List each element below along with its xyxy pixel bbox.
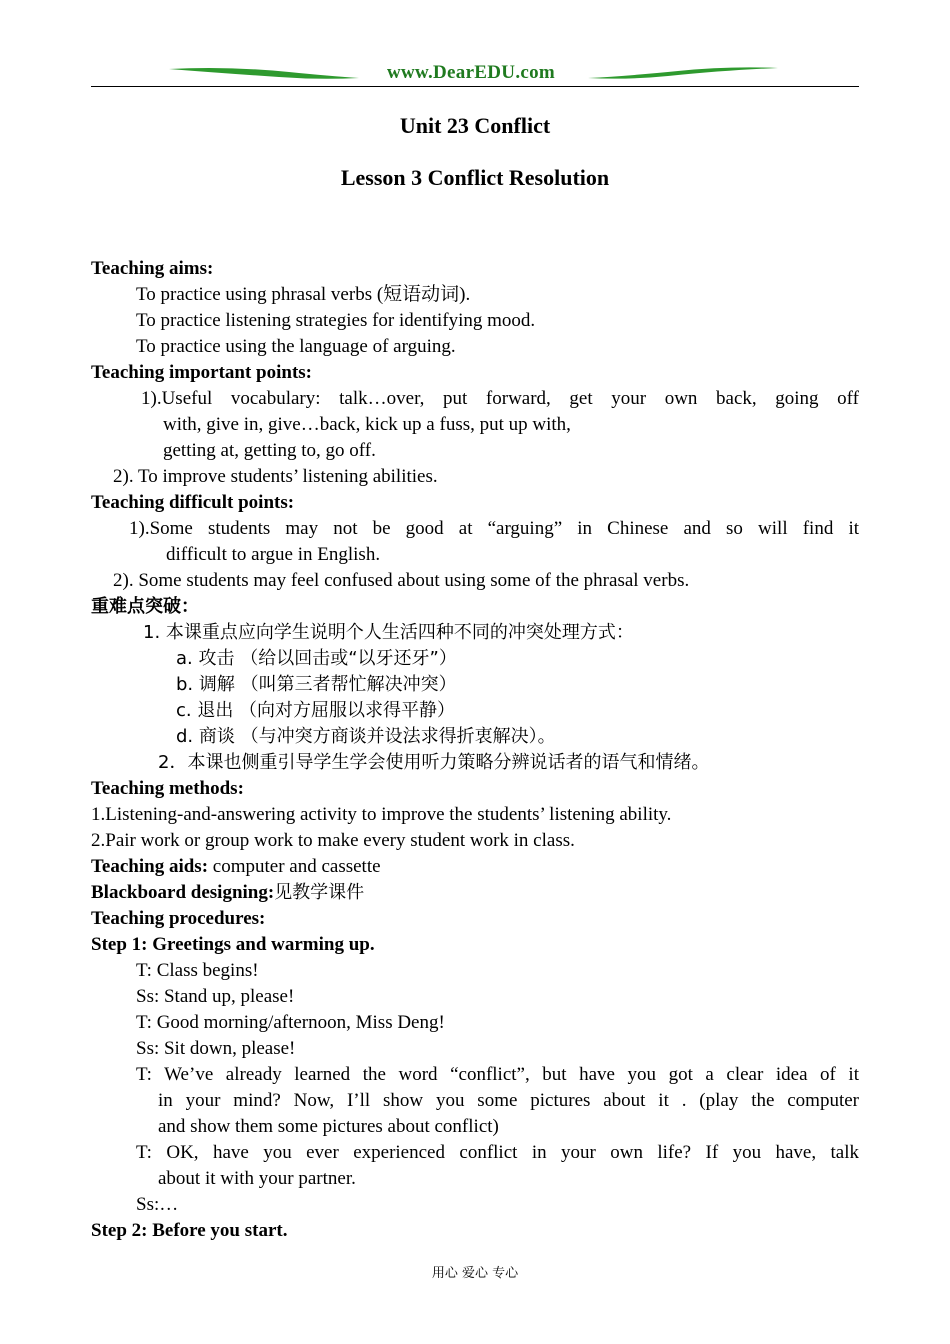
- header-divider: [91, 86, 859, 87]
- page-footer: 用心 爱心 专心: [431, 1266, 519, 1281]
- aim-item: To practice listening strategies for identifying mood.: [136, 310, 536, 331]
- lesson-title: Lesson 3 Conflict Resolution: [340, 165, 610, 190]
- aim-item: To practice using the language of arguing.: [136, 336, 456, 357]
- breakthrough-item-a: a. 攻击 （给以回击或“以牙还牙”）: [176, 648, 457, 669]
- breakthrough-item-c: c. 退出 （向对方屈服以求得平静）: [176, 700, 456, 721]
- unit-title: Unit 23 Conflict: [399, 113, 551, 138]
- dialogue-line: Ss:…: [136, 1194, 179, 1215]
- important-point-2: 2). To improve students’ listening abilities.: [113, 466, 438, 487]
- difficult-point-2: 2). Some students may feel confused about using some of the phrasal verbs.: [113, 570, 690, 591]
- site-logo-text[interactable]: www.DearEDU.com: [386, 62, 556, 83]
- methods-heading: Teaching methods:: [91, 778, 244, 799]
- step1-heading: Step 1: Greetings and warming up.: [91, 934, 375, 955]
- important-point-1-cont: getting at, getting to, go off.: [163, 440, 376, 461]
- breakthrough-point-2: 2．本课也侧重引导学生学会使用听力策略分辨说话者的语气和情绪。: [158, 752, 710, 773]
- blackboard-label: Blackboard designing:: [91, 882, 275, 903]
- aids-value: computer and cassette: [208, 856, 381, 877]
- difficult-points-heading: Teaching difficult points:: [91, 492, 295, 513]
- step2-heading: Step 2: Before you start.: [91, 1220, 288, 1241]
- breakthrough-point-1: 1. 本课重点应向学生说明个人生活四种不同的冲突处理方式：: [143, 622, 634, 643]
- dialogue-line: Ss: Stand up, please!: [136, 986, 295, 1007]
- procedures-heading: Teaching procedures:: [91, 908, 266, 929]
- important-point-1: 1).Useful vocabulary: talk…over, put forward, get your own back, going off: [141, 388, 859, 409]
- method-item: 1.Listening-and-answering activity to improve the students’ listening ability.: [91, 804, 672, 825]
- teaching-aids: [91, 854, 859, 880]
- important-points-heading: Teaching important points:: [91, 362, 312, 383]
- green-swoosh-left-icon: [169, 66, 359, 82]
- aids-label: Teaching aids:: [91, 856, 209, 877]
- dialogue-line: T: OK, have you ever experienced conflict in your own life? If you have, talk: [136, 1142, 859, 1163]
- dialogue-line-cont: in your mind? Now, I’ll show you some pictures about it . (play the computer: [158, 1090, 859, 1111]
- dialogue-line: Ss: Sit down, please!: [136, 1038, 296, 1059]
- breakthrough-item-b: b. 调解 （叫第三者帮忙解决冲突）: [176, 674, 457, 695]
- aims-heading: Teaching aims:: [91, 258, 214, 279]
- page-header: [91, 62, 859, 90]
- dialogue-line: T: Class begins!: [136, 960, 259, 981]
- green-swoosh-right-icon: [588, 66, 778, 82]
- blackboard-value: 见教学课件: [274, 882, 365, 903]
- dialogue-line-cont: and show them some pictures about conflict): [158, 1116, 499, 1137]
- dialogue-line: T: Good morning/afternoon, Miss Deng!: [136, 1012, 445, 1033]
- method-item: 2.Pair work or group work to make every student work in class.: [91, 830, 575, 851]
- difficult-point-1-cont: difficult to argue in English.: [166, 544, 381, 565]
- dialogue-line: T: We’ve already learned the word “conflict”, but have you got a clear idea of it: [136, 1064, 859, 1085]
- breakthrough-heading: 重难点突破：: [91, 596, 199, 617]
- breakthrough-item-d: d. 商谈 （与冲突方商谈并设法求得折衷解决）。: [176, 726, 556, 747]
- lesson-plan-body: [91, 256, 859, 1244]
- aim-item: To practice using phrasal verbs (短语动词).: [136, 284, 471, 305]
- important-point-1-cont: with, give in, give…back, kick up a fuss, put up with,: [163, 414, 571, 435]
- dialogue-line-cont: about it with your partner.: [158, 1168, 356, 1189]
- difficult-point-1: 1).Some students may not be good at “arguing” in Chinese and so will find it: [129, 518, 859, 539]
- blackboard-designing: [91, 880, 859, 906]
